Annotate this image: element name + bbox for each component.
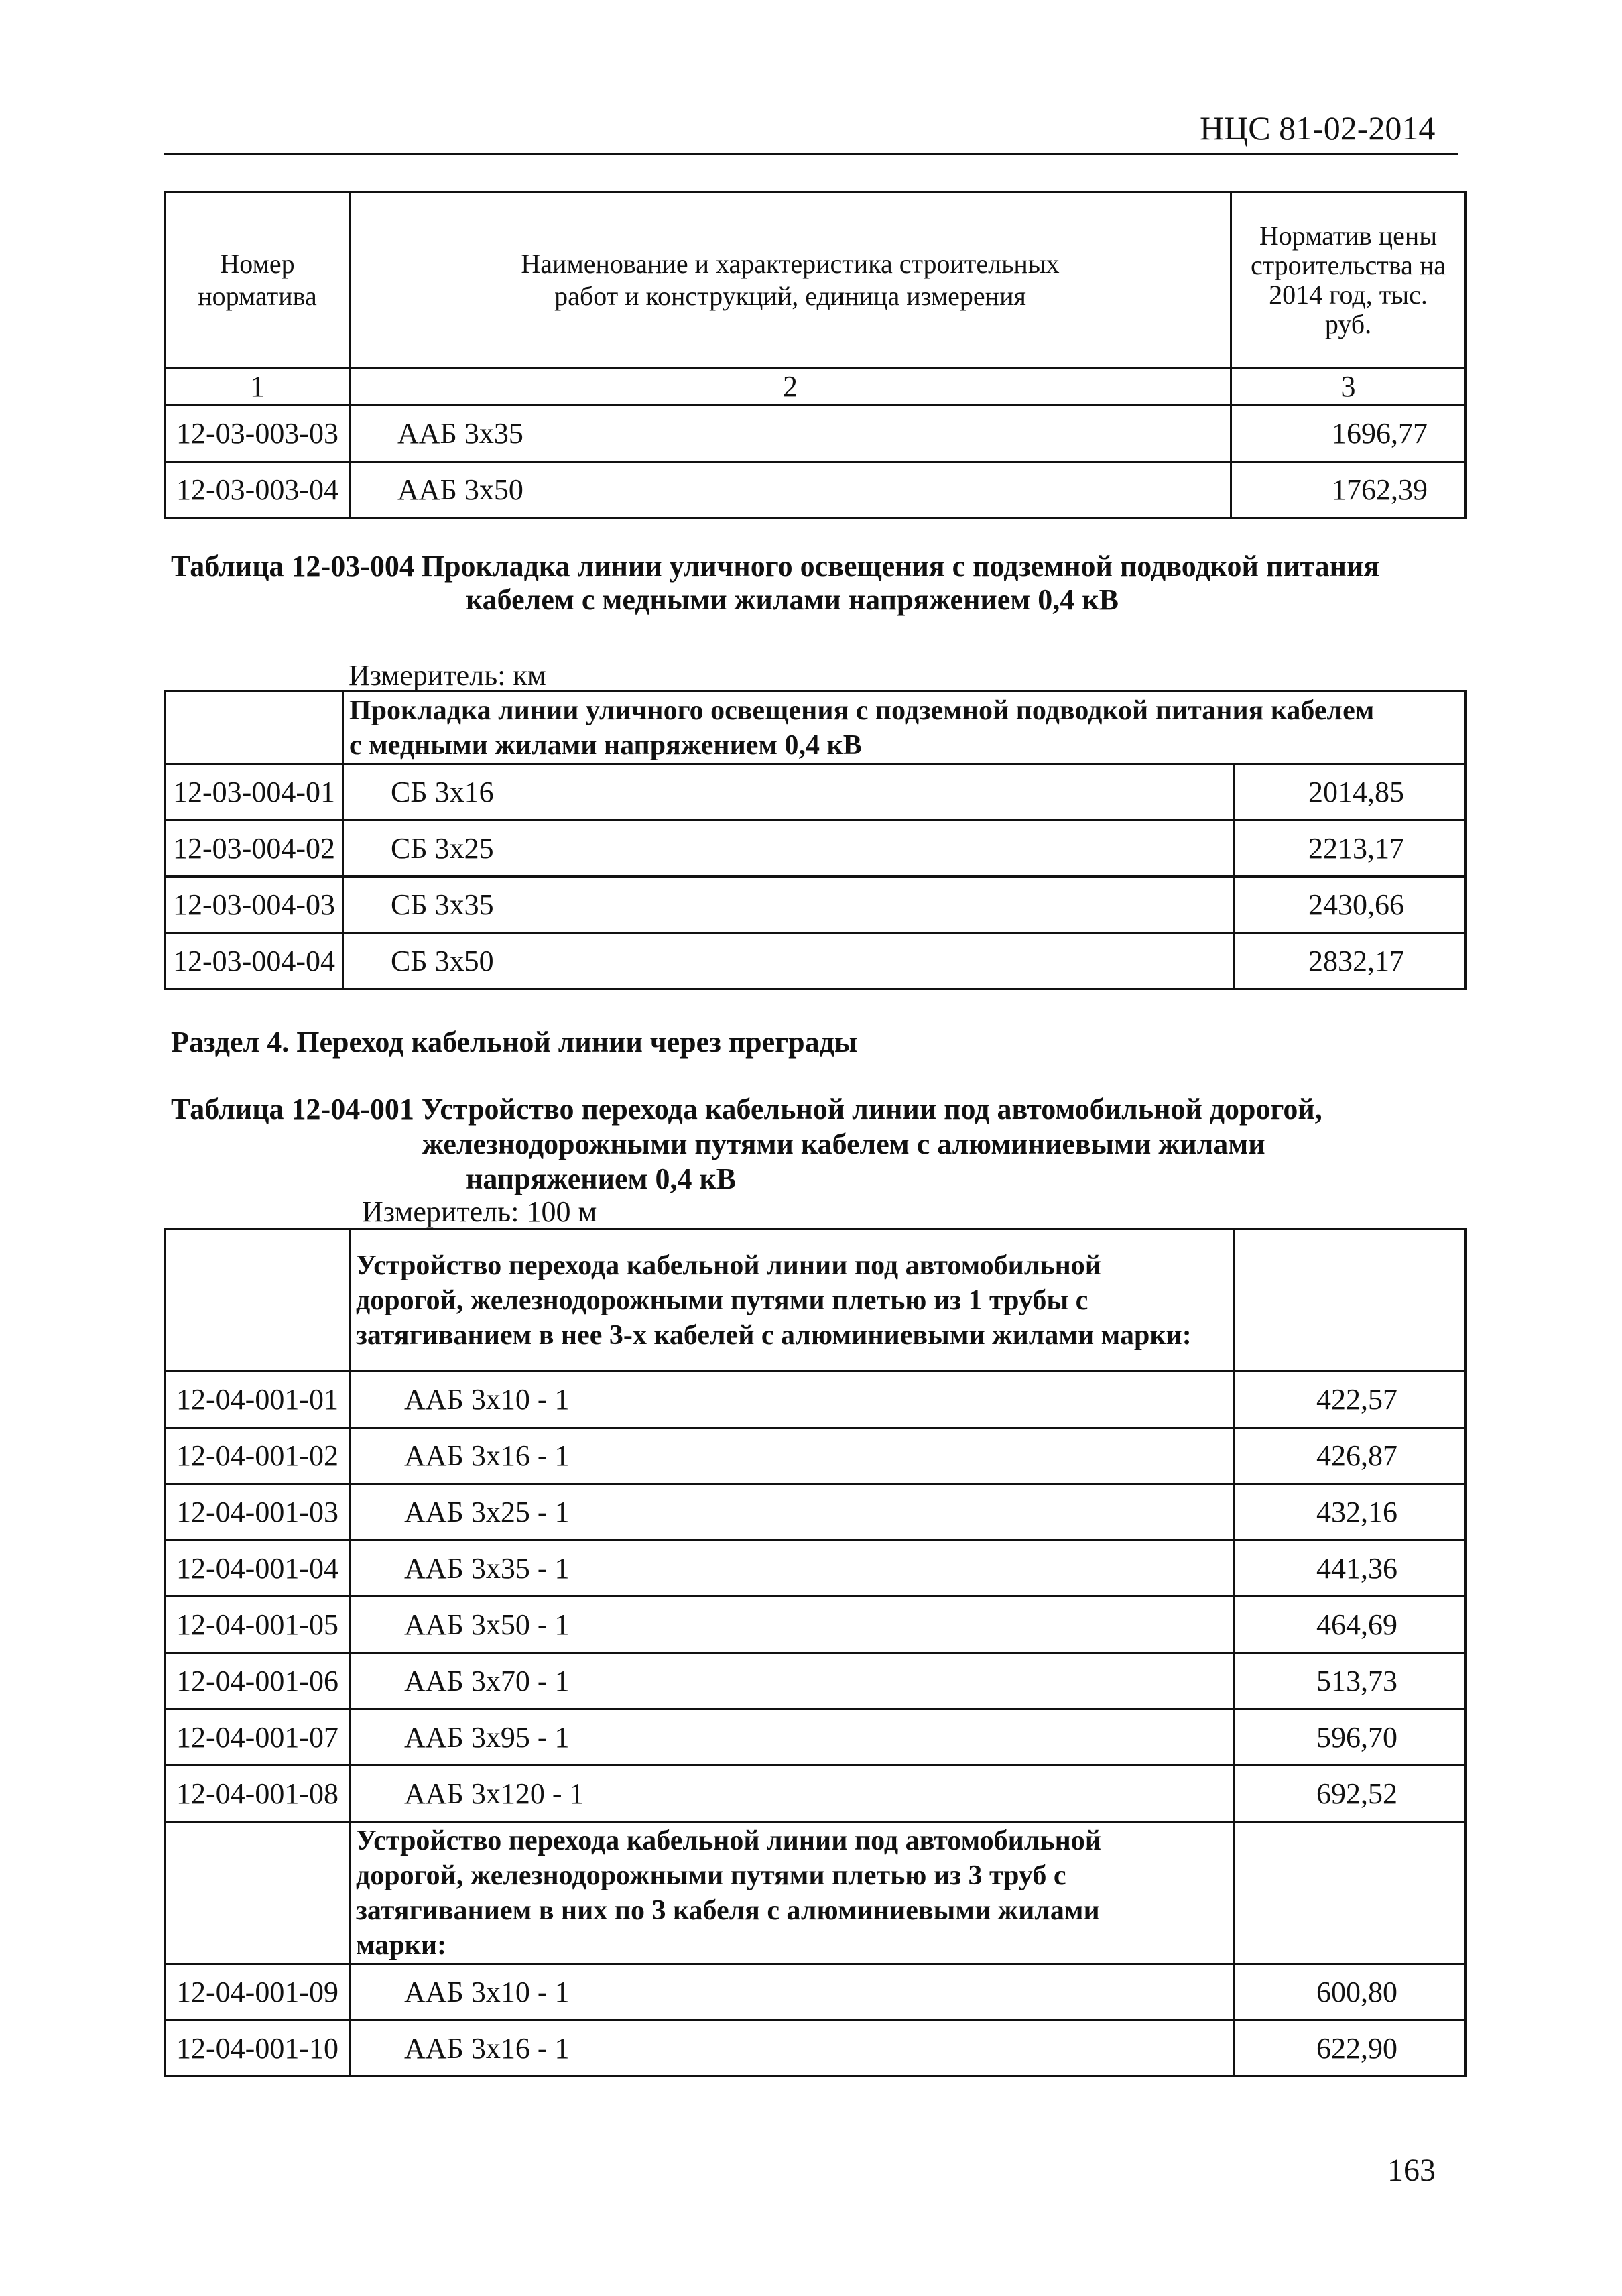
table-row	[166, 1540, 1466, 1597]
table-group-row	[166, 1822, 1466, 1964]
header-rule	[164, 153, 1458, 155]
row-code: 12-03-004-01	[166, 764, 343, 821]
table-row	[166, 2020, 1466, 2077]
row-code: 12-03-004-04	[166, 933, 343, 989]
table-row	[166, 406, 1466, 462]
row-name: СБ 3х50	[343, 933, 1235, 989]
table-row	[166, 877, 1466, 933]
row-value: 2832,17	[1235, 933, 1466, 989]
row-name: СБ 3х25	[343, 821, 1235, 877]
table-401-caption-line2: железнодорожными путями кабелем с алюминиевыми жилами	[422, 1128, 1265, 1160]
row-name: ААБ 3х50	[350, 462, 1231, 518]
group-heading-2: Устройство перехода кабельной линии под автомобильной дорогой, железнодорожными путями плетью из 3 труб с затягиванием в них по 3 кабеля с алюминиевыми жилами марки:	[350, 1822, 1235, 1964]
table-row	[166, 1709, 1466, 1766]
row-value: 422,57	[1235, 1372, 1466, 1428]
table-row	[166, 1597, 1466, 1653]
row-code: 12-03-003-03	[166, 406, 350, 462]
row-name: ААБ 3х120 - 1	[350, 1766, 1235, 1822]
row-name: ААБ 3х50 - 1	[350, 1597, 1235, 1653]
row-code: 12-04-001-06	[166, 1653, 350, 1709]
table-004-caption-line2: кабелем с медными жилами напряжением 0,4 кВ	[466, 583, 1119, 616]
row-name: ААБ 3х16 - 1	[350, 2020, 1235, 2077]
row-value: 2014,85	[1235, 764, 1466, 821]
row-value: 1696,77	[1231, 406, 1466, 462]
col-number-1: 1	[166, 368, 350, 406]
document-code: НЦС 81-02-2014	[1200, 109, 1436, 147]
table-row	[166, 462, 1466, 518]
group-heading-1: Устройство перехода кабельной линии под автомобильной дорогой, железнодорожными путями плетью из 1 трубы с затягиванием в нее 3-х кабелей с алюминиевыми жилами марки:	[350, 1229, 1235, 1372]
row-code: 12-04-001-08	[166, 1766, 350, 1822]
empty-cell	[166, 1822, 350, 1964]
empty-cell	[166, 692, 343, 764]
empty-cell	[1235, 1822, 1466, 1964]
column-number-row	[166, 368, 1466, 406]
row-value: 513,73	[1235, 1653, 1466, 1709]
row-code: 12-03-003-04	[166, 462, 350, 518]
table-401-caption-line3: напряжением 0,4 кВ	[466, 1162, 737, 1195]
empty-cell	[166, 1229, 350, 1372]
col-number-2: 2	[350, 368, 1231, 406]
table-top	[164, 191, 1467, 519]
row-name: ААБ 3х16 - 1	[350, 1428, 1235, 1484]
row-value: 441,36	[1235, 1540, 1466, 1597]
row-name: ААБ 3х25 - 1	[350, 1484, 1235, 1540]
empty-cell	[1235, 1229, 1466, 1372]
table-401-caption-line1: Таблица 12-04-001 Устройство перехода кабельной линии под автомобильной дорогой,	[171, 1093, 1322, 1126]
row-name: СБ 3х35	[343, 877, 1235, 933]
row-code: 12-03-004-03	[166, 877, 343, 933]
table-004-caption-line1: Таблица 12-03-004 Прокладка линии уличного освещения с подземной подводкой питания	[171, 550, 1380, 583]
row-name: ААБ 3х35	[350, 406, 1231, 462]
page-number: 163	[1387, 2153, 1436, 2188]
table-row	[166, 764, 1466, 821]
row-name: ААБ 3х95 - 1	[350, 1709, 1235, 1766]
table-row	[166, 1428, 1466, 1484]
table-row	[166, 1964, 1466, 2020]
row-name: ААБ 3х35 - 1	[350, 1540, 1235, 1597]
row-code: 12-04-001-10	[166, 2020, 350, 2077]
table-row	[166, 933, 1466, 989]
table-group-row	[166, 692, 1466, 764]
table-401	[164, 1228, 1467, 2077]
table-row	[166, 1766, 1466, 1822]
row-value: 692,52	[1235, 1766, 1466, 1822]
row-code: 12-04-001-09	[166, 1964, 350, 2020]
row-name: ААБ 3х10 - 1	[350, 1964, 1235, 2020]
table-004	[164, 690, 1467, 990]
row-code: 12-03-004-02	[166, 821, 343, 877]
table-header-row	[166, 192, 1466, 368]
table-row	[166, 1372, 1466, 1428]
table-row	[166, 821, 1466, 877]
row-value: 600,80	[1235, 1964, 1466, 2020]
table-group-row	[166, 1229, 1466, 1372]
table-401-meter: Измеритель: 100 м	[362, 1195, 597, 1228]
row-name: СБ 3х16	[343, 764, 1235, 821]
row-code: 12-04-001-03	[166, 1484, 350, 1540]
row-code: 12-04-001-05	[166, 1597, 350, 1653]
row-code: 12-04-001-01	[166, 1372, 350, 1428]
row-value: 622,90	[1235, 2020, 1466, 2077]
header-name: Наименование и характеристика строительных работ и конструкций, единица измерения	[350, 192, 1231, 368]
header-number: Номер норматива	[166, 192, 350, 368]
group-heading: Прокладка линии уличного освещения с подземной подводкой питания кабелем с медными жилами напряжением 0,4 кВ	[343, 692, 1466, 764]
row-code: 12-04-001-04	[166, 1540, 350, 1597]
table-row	[166, 1653, 1466, 1709]
row-name: ААБ 3х70 - 1	[350, 1653, 1235, 1709]
row-value: 2430,66	[1235, 877, 1466, 933]
table-004-meter: Измеритель: км	[349, 659, 546, 692]
row-value: 464,69	[1235, 1597, 1466, 1653]
row-value: 432,16	[1235, 1484, 1466, 1540]
table-row	[166, 1484, 1466, 1540]
section-4-title: Раздел 4. Переход кабельной линии через преграды	[171, 1026, 858, 1059]
row-code: 12-04-001-07	[166, 1709, 350, 1766]
row-name: ААБ 3х10 - 1	[350, 1372, 1235, 1428]
row-value: 1762,39	[1231, 462, 1466, 518]
col-number-3: 3	[1231, 368, 1466, 406]
header-price: Норматив цены строительства на 2014 год, тыс. руб.	[1231, 192, 1466, 368]
row-value: 426,87	[1235, 1428, 1466, 1484]
row-value: 596,70	[1235, 1709, 1466, 1766]
row-code: 12-04-001-02	[166, 1428, 350, 1484]
row-value: 2213,17	[1235, 821, 1466, 877]
